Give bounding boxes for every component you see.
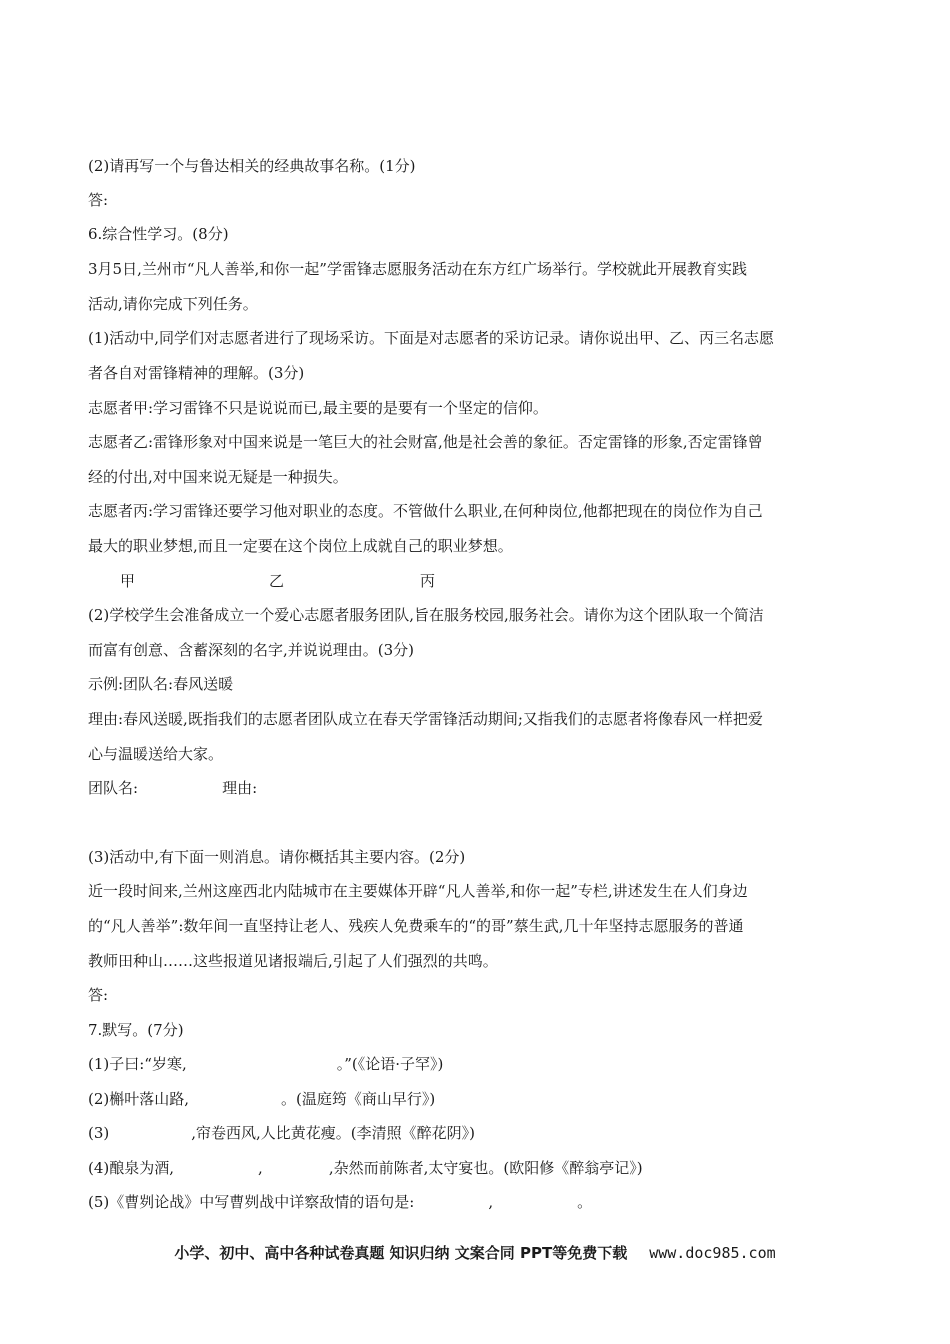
question-7-title: 7.默写。(7分) [88,1021,184,1039]
q6-1-line-1: (1)活动中,同学们对志愿者进行了现场采访。下面是对志愿者的采访记录。请你说出甲、乙、丙三名志愿 [88,329,775,347]
q7-2 [88,1089,868,1109]
q6-2-line-1: (2)学校学生会准备成立一个爱心志愿者服务团队,旨在服务校园,服务社会。请你为这个团队取一个简洁 [88,606,764,624]
q7-5-comma: , [488,1193,494,1211]
q7-1-prompt: (1)子曰:“岁寒, [88,1055,187,1073]
q7-2-source: 。(温庭筠《商山早行》) [281,1090,436,1108]
q7-1 [88,1054,868,1074]
answer-label-2: 答: [88,986,109,1004]
q7-4 [88,1158,868,1178]
question-5-2: (2)请再写一个与鲁达相关的经典故事名称。(1分) [88,157,416,175]
team-answer-row [88,778,868,798]
q7-4-prompt: (4)酿泉为酒, [88,1159,175,1177]
team-reason-label: 理由: [222,779,258,797]
team-name-label: 团队名: [88,779,139,797]
q7-1-source: 。”(《论语·子罕》) [336,1055,444,1073]
footer-text: 小学、初中、高中各种试卷真题 知识归纳 文案合同 PPT等免费下载 [174,1244,628,1262]
volunteer-bing-line-1: 志愿者丙:学习雷锋还要学习他对职业的态度。不管做什么职业,在何种岗位,他都把现在的岗位作为自己 [88,502,763,520]
news-line-3: 教师田种山……这些报道见诸报端后,引起了人们强烈的共鸣。 [88,952,498,970]
news-line-2: 的“凡人善举”:数年间一直坚持让老人、残疾人免费乘车的“的哥”蔡生武,几十年坚持志愿服务的普通 [88,917,744,935]
volunteer-bing-line-2: 最大的职业梦想,而且一定要在这个岗位上成就自己的职业梦想。 [88,537,513,555]
q7-3-number: (3) [88,1124,110,1142]
q7-4-source: ,杂然而前陈者,太守宴也。(欧阳修《醉翁亭记》) [328,1159,643,1177]
example-team-name: 示例:团队名:春风送暖 [88,675,234,693]
example-reason-line-1: 理由:春风送暖,既指我们的志愿者团队成立在春天学雷锋活动期间;又指我们的志愿者将像春风一样把爱 [88,710,763,728]
volunteer-yi-line-1: 志愿者乙:雷锋形象对中国来说是一笔巨大的社会财富,他是社会善的象征。否定雷锋的形象,否定雷锋曾 [88,433,763,451]
q7-3 [88,1123,868,1143]
q6-intro-line-1: 3月5日,兰州市“凡人善举,和你一起”学雷锋志愿服务活动在东方红广场举行。学校就此开展教育实践 [88,260,747,278]
volunteer-jia: 志愿者甲:学习雷锋不只是说说而已,最主要的是要有一个坚定的信仰。 [88,399,548,417]
answer-labels-row [120,571,900,591]
footer-banner [0,1242,950,1264]
q6-intro-line-2: 活动,请你完成下列任务。 [88,295,258,313]
label-yi: 乙 [269,572,285,590]
q7-4-comma: , [258,1159,263,1177]
q7-3-prompt: ,帘卷西风,人比黄花瘦。(李清照《醉花阴》) [191,1124,475,1142]
label-jia: 甲 [120,572,136,590]
label-bing: 丙 [420,572,436,590]
example-reason-line-2: 心与温暖送给大家。 [88,745,224,763]
q7-5-prompt: (5)《曹刿论战》中写曹刿战中详察敌情的语句是: [88,1193,415,1211]
q7-2-prompt: (2)槲叶落山路, [88,1090,190,1108]
volunteer-yi-line-2: 经的付出,对中国来说无疑是一种损失。 [88,468,348,486]
news-line-1: 近一段时间来,兰州这座西北内陆城市在主要媒体开辟“凡人善举,和你一起”专栏,讲述发生在人们身边 [88,882,748,900]
q6-2-line-2: 而富有创意、含蓄深刻的名字,并说说理由。(3分) [88,641,415,659]
q7-5-end: 。 [577,1193,593,1211]
question-6-title: 6.综合性学习。(8分) [88,225,229,243]
q6-1-line-2: 者各自对雷锋精神的理解。(3分) [88,364,305,382]
footer-url[interactable]: www.doc985.com [649,1244,776,1262]
answer-label: 答: [88,191,109,209]
q6-3: (3)活动中,有下面一则消息。请你概括其主要内容。(2分) [88,848,466,866]
q7-5 [88,1192,868,1212]
